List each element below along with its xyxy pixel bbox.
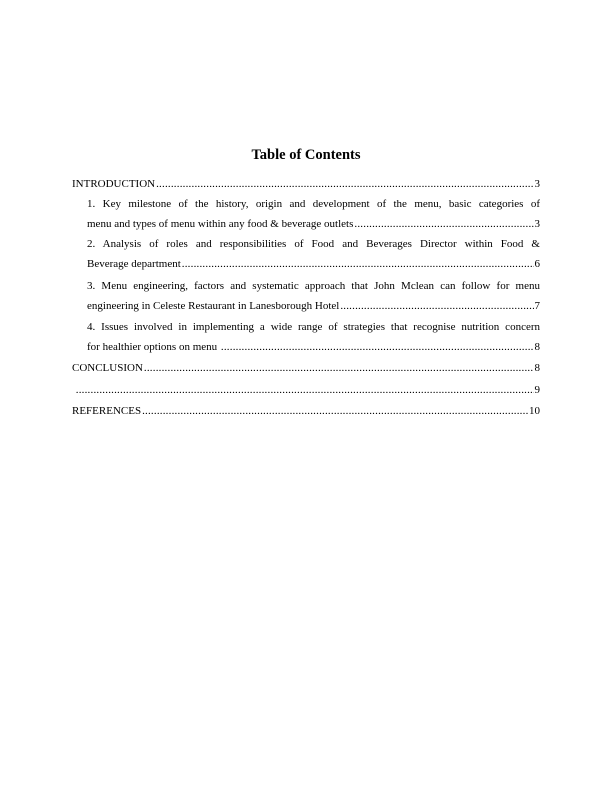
dot-leader [76,380,534,400]
toc-page-number: 6 [534,258,540,270]
toc-entry-line [87,254,540,274]
toc-entry-line [72,358,540,378]
toc-entry-label [72,380,75,400]
toc-entry-line [72,174,540,194]
toc-entry-section-1[interactable] [87,194,540,234]
toc-entry-section-4[interactable] [87,317,540,357]
toc-title: Table of Contents [251,147,361,163]
dot-leader [144,358,534,378]
toc-page-number: 7 [534,300,540,312]
toc-entry-label: menu and types of menu within any food & beverage outlets [87,218,354,230]
toc-entry-label: engineering in Celeste Restaurant in Lanesborough Hotel [87,300,340,312]
dot-leader [221,337,534,357]
toc-entry-line [72,380,540,400]
toc-entry-line: 4. Issues involved in implementing a wide range of strategies that recognise nutrition concern [87,321,540,333]
toc-entry-line: 2. Analysis of roles and responsibilities of Food and Beverages Director within Food & [87,238,540,250]
toc-entry-label: Beverage department [87,258,181,270]
toc-page-number: 3 [534,218,540,230]
dot-leader [156,174,533,194]
dot-leader [182,254,534,274]
toc-entry-label: CONCLUSION [72,362,143,374]
toc-entry-line [72,401,540,421]
toc-entry-introduction[interactable] [72,174,540,194]
dot-leader [354,214,533,234]
toc-page-number: 3 [534,178,540,190]
toc-entry-conclusion[interactable] [72,358,540,378]
dot-leader [340,296,533,316]
toc-entry-line [87,214,540,234]
toc-page-number: 8 [534,341,540,353]
toc-entry-line: 3. Menu engineering, factors and systematic approach that John Mclean can follow for menu [87,280,540,292]
toc-entry-label: REFERENCES [72,405,142,417]
toc-page-number: 10 [529,405,540,417]
toc-entry-section-2[interactable] [87,234,540,274]
toc-entry-untitled[interactable] [72,380,540,400]
toc-entry-section-3[interactable] [87,276,540,316]
toc-page-number: 8 [534,362,540,374]
toc-entry-line [87,296,540,316]
toc-entry-label: INTRODUCTION [72,178,156,190]
toc-entry-line: 1. Key milestone of the history, origin and development of the menu, basic categories of [87,198,540,210]
toc-entry-label: for healthier options on menu [87,341,220,353]
toc-entry-line [87,337,540,357]
dot-leader [142,401,528,421]
toc-page-number: 9 [534,384,540,396]
toc-entry-references[interactable] [72,401,540,421]
